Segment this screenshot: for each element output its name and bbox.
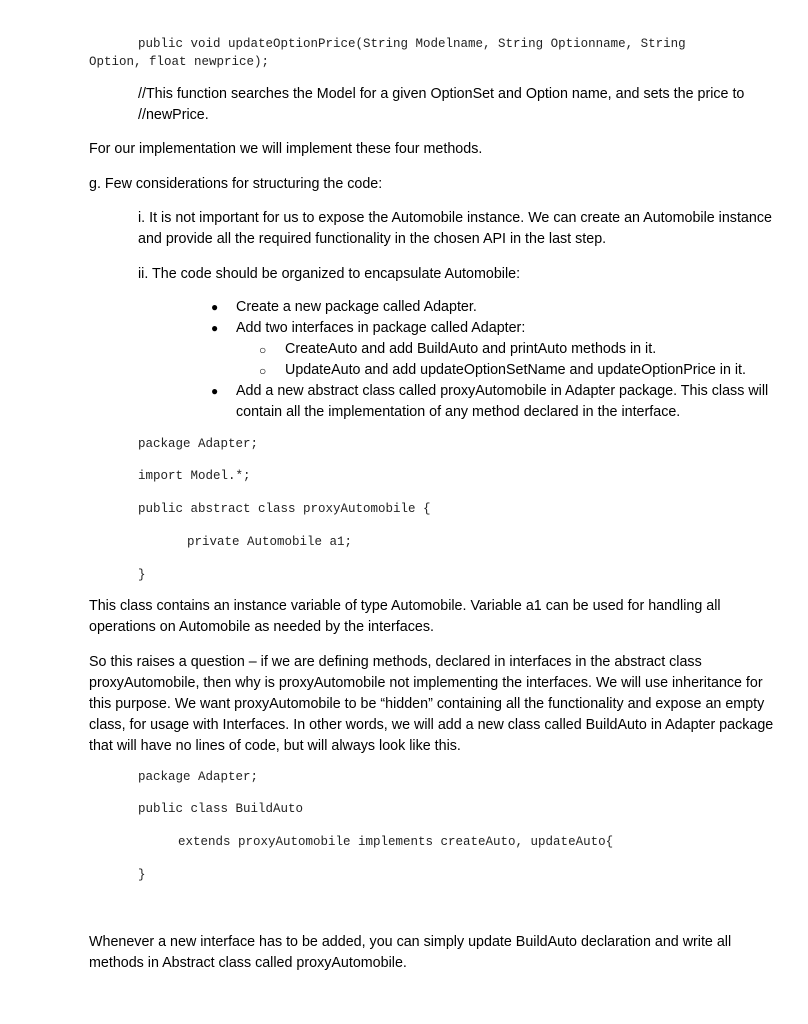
code-proxy-class-declaration: public abstract class proxyAutomobile { — [138, 502, 431, 516]
bullet-item — [211, 381, 776, 423]
code-import-model: import Model.*; — [138, 469, 251, 483]
structure-bullet-list — [211, 297, 776, 423]
sub-bullet-icon: ○ — [259, 343, 267, 357]
sub-bullet-item — [236, 360, 776, 381]
bullet-item — [211, 297, 776, 318]
code-package-adapter-2: package Adapter; — [138, 770, 259, 784]
implementation-note: For our implementation we will implement these four methods. — [89, 141, 483, 157]
inheritance-paragraph: So this raises a question – if we are defining methods, declared in interfaces in the abstract class proxyAutomobile, then why is proxyAutomobile not implementing the interfaces. We will use inheritance for this purpose. We want proxyAutomobile to be “hidden” containing all the functionality and expose an empty class, for usage with Interfaces. In other words, we will add a new class called BuildAuto in Adapter package that will have no lines of code, but will always look like this. — [89, 654, 774, 754]
bullet-icon: ● — [211, 300, 219, 314]
bullet-icon: ● — [211, 384, 219, 398]
code-proxy-closing-brace: } — [138, 568, 146, 582]
code-package-adapter: package Adapter; — [138, 437, 259, 451]
bullet-item — [211, 318, 776, 381]
final-paragraph: Whenever a new interface has to be added, you can simply update BuildAuto declaration and write all methods in Abstract class called proxyAutomobile. — [89, 934, 732, 971]
sub-bullet-text: UpdateAuto and add updateOptionSetName and updateOptionPrice in it. — [285, 362, 746, 378]
bullet-text: Create a new package called Adapter. — [236, 299, 477, 315]
sub-bullet-text: CreateAuto and add BuildAuto and printAuto methods in it. — [285, 341, 657, 357]
code-buildauto-extends: extends proxyAutomobile implements createAuto, updateAuto{ — [178, 835, 614, 849]
code-signature-line-2: Option, float newprice); — [89, 55, 270, 69]
sub-bullet-item — [236, 339, 776, 360]
bullet-text: Add two interfaces in package called Adapter: — [236, 320, 526, 336]
code-buildauto-closing-brace: } — [138, 868, 146, 882]
code-automobile-field: private Automobile a1; — [187, 535, 353, 549]
sub-bullet-icon: ○ — [259, 364, 267, 378]
signature-comment: //This function searches the Model for a given OptionSet and Option name, and sets the price to //newPrice. — [138, 86, 745, 123]
bullet-icon: ● — [211, 321, 219, 335]
sub-bullet-list — [236, 339, 776, 381]
point-ii: ii. The code should be organized to encapsulate Automobile: — [138, 266, 521, 282]
code-signature-line-1: public void updateOptionPrice(String Modelname, String Optionname, String — [138, 37, 686, 51]
point-i: i. It is not important for us to expose the Automobile instance. We can create an Automobile instance and provide all the required functionality in the chosen API in the last step. — [138, 210, 772, 247]
section-g-heading: g. Few considerations for structuring the code: — [89, 176, 383, 192]
code-buildauto-declaration: public class BuildAuto — [138, 802, 304, 816]
instance-variable-paragraph: This class contains an instance variable of type Automobile. Variable a1 can be used for handling all operations on Automobile as needed by the interfaces. — [89, 598, 721, 635]
bullet-text: Add a new abstract class called proxyAutomobile in Adapter package. This class will contain all the implementation of any method declared in the interface. — [236, 383, 769, 420]
